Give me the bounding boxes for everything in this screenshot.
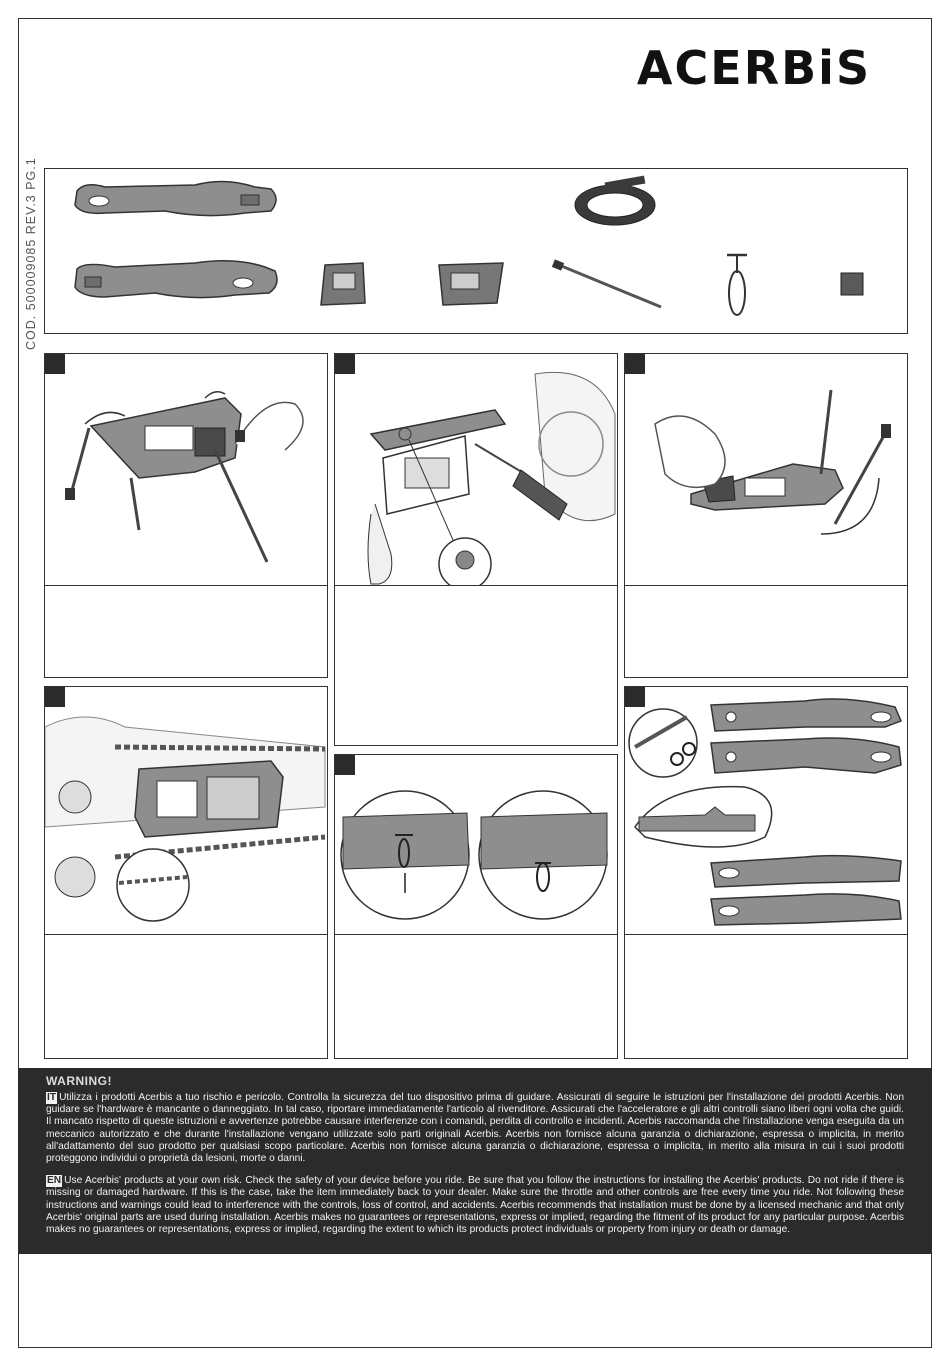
warning-italian (46, 1092, 904, 1165)
step-2-illustration (335, 354, 617, 586)
step-4-illustration (45, 687, 327, 935)
lang-it-badge: IT (47, 1092, 57, 1103)
document-code: COD. 500009085 REV.3 PG.1 (24, 157, 38, 350)
adhesive-tape-roll-icon (575, 176, 655, 225)
slider-pad-left-icon (321, 263, 365, 305)
swingarm-guard-left-icon (75, 181, 276, 215)
step-4-panel (44, 686, 328, 1059)
step-1-panel (44, 353, 328, 678)
step-5-illustration (335, 755, 617, 935)
step-6-illustration (625, 687, 907, 935)
step-6-number-badge (625, 687, 645, 707)
warning-italian-text: Utilizza i prodotti Acerbis a tuo rischio e pericolo. Controlla la sicurezza del tuo dispositivo prima di guidare. Assicurati di seguire le istruzioni per l'installazione dei prodotti Acerbis. Non guidare se l'hardware è mancante o danneggiato. In tal caso, riportare immediatamente l'articolo al rivenditore. Assicurati che l'acceleratore e gli altri controlli siano liberi ogni volta che guidi. Il mancato rispetto di queste istruzioni e avvertenze potrebbe causare interferenze con i comandi, perdita di controllo e incidenti. Acerbis raccomanda che l'installazione venga eseguita da un meccanico autorizzato e che durante l'installazione vengano utilizzate solo parti originali Acerbis. Acerbis non fornisce alcuna garanzia o dichiarazione, espressa o implicita, in merito all'adattamento del suo prodotto per qualsiasi scopo particolare. Acerbis non fornisce alcuna garanzia o dichiarazione, espressa o implicita, in merito alla misura in cui i suoi prodotti proteggono individui o proprietà da lesioni, morte o danni. (46, 1092, 904, 1165)
swingarm-guard-right-icon (75, 261, 277, 298)
lang-en-badge: EN (47, 1175, 62, 1187)
step-1-illustration (45, 354, 327, 586)
cable-tie-icon (552, 259, 661, 307)
step-2-panel (334, 353, 618, 746)
step-4-number-badge (45, 687, 65, 707)
t-pin-clip-icon (727, 255, 747, 315)
step-5-number-badge (335, 755, 355, 775)
step-3-panel (624, 353, 908, 678)
warning-english-text: Use Acerbis' products at your own risk. Check the safety of your device before you ride. Be sure that you follow the instructions for installing the Acerbis' products. Do not ride if there is missing or damaged hardware. If this is the case, take the item immediately back to your dealer. Make sure the throttle and other controls are free every time you ride. Not following these instructions and warnings could lead to interference with the controls, loss of control, and accidents. Acerbis recommends that installation must be done by a licensed mechanic and that only Acerbis' original parts are used during installation. Acerbis makes no guarantees or representations, express or implied, regarding the fitment of its product for any particular purpose. Acerbis makes no guarantees or representations, express or implied, regarding the extent to which its products protect individuals or property from injury or death or damage. (46, 1175, 904, 1236)
adhesive-square-icon (841, 273, 863, 295)
slider-pad-right-icon (439, 263, 503, 305)
warning-title: WARNING! (46, 1074, 112, 1088)
step-2-number-badge (335, 354, 355, 374)
step-5-panel (334, 754, 618, 1059)
step-3-illustration (625, 354, 907, 586)
warning-english (46, 1175, 904, 1236)
step-6-panel (624, 686, 908, 1059)
step-3-number-badge (625, 354, 645, 374)
warning-section (18, 1068, 932, 1254)
logo-text: ACERBiS (636, 41, 872, 92)
step-1-number-badge (45, 354, 65, 374)
parts-list (44, 168, 908, 334)
acerbis-logo (598, 40, 910, 92)
